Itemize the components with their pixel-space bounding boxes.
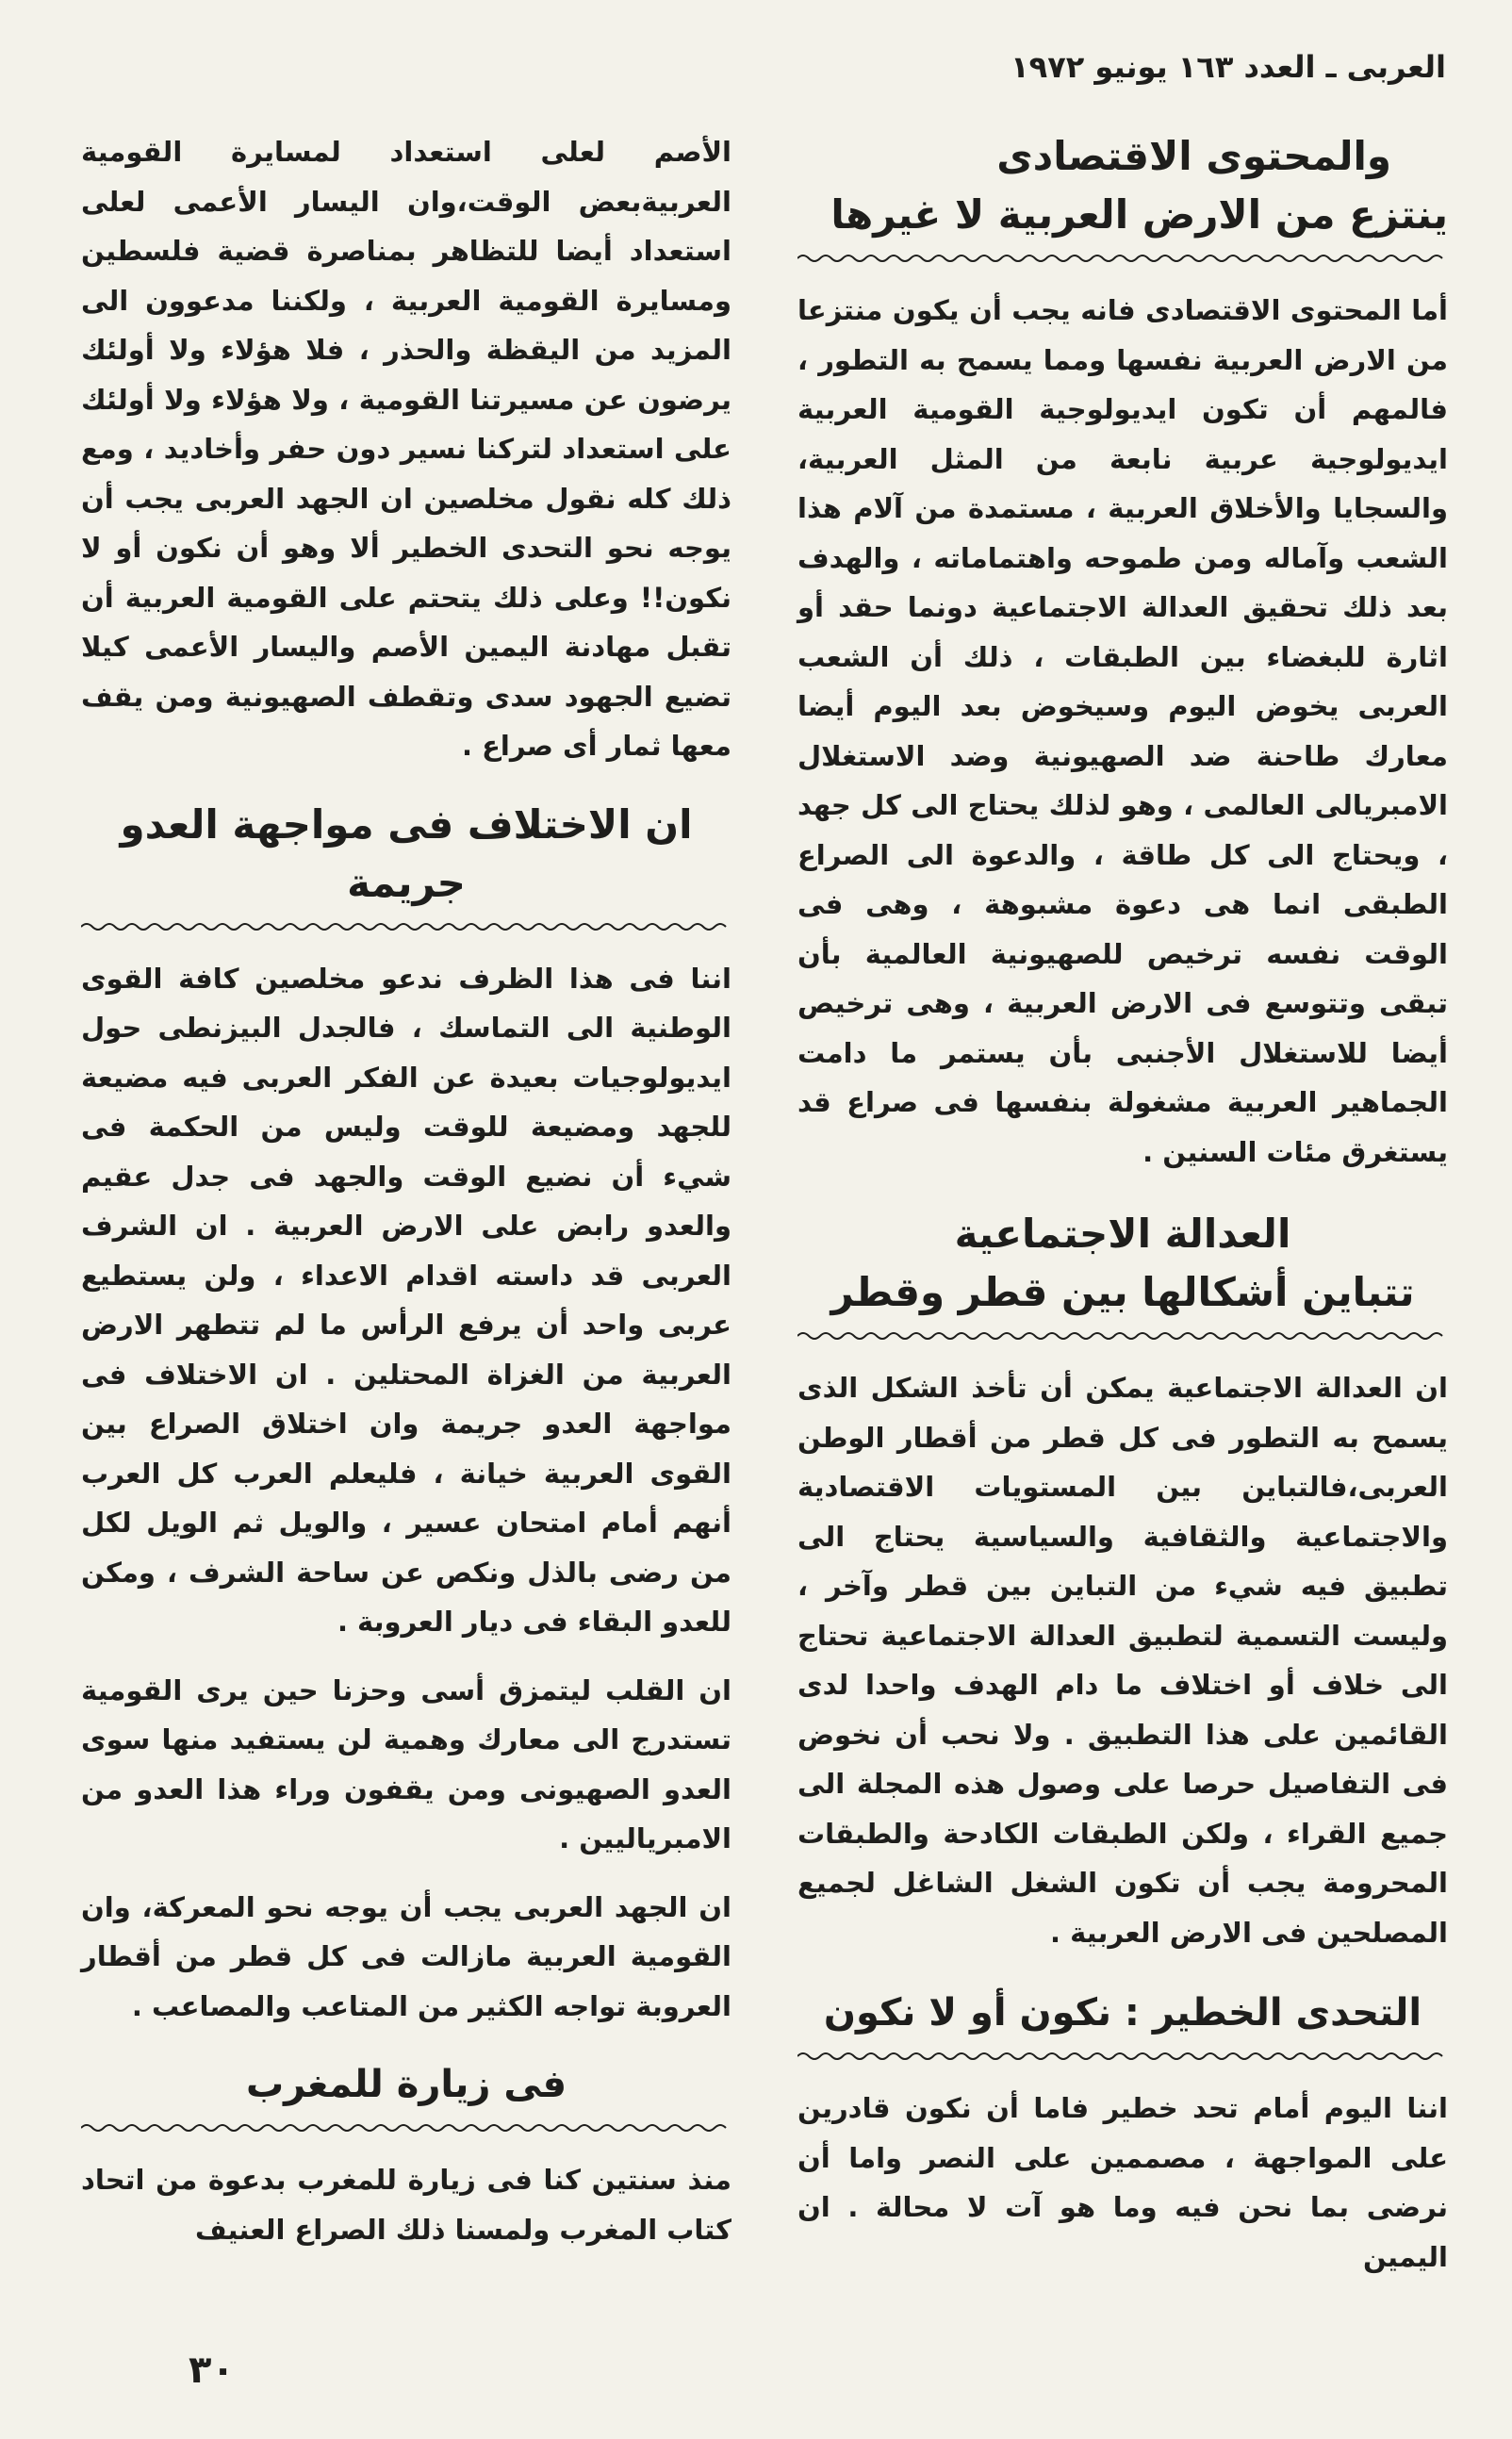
right-column [797,127,1448,2300]
paragraph-grave-challenge: اننا اليوم أمام تحد خطير فاما أن نكون قادرين على المواجهة ، مصممين على النصر واما أن نرضى بما نحن فيه وما هو آت لا محالة . ان اليمين [797,2092,1448,2273]
section-title-economic-content: والمحتوى الاقتصادى [996,133,1391,179]
section-title-social-justice: العدالة الاجتماعية [954,1211,1291,1257]
wavy-divider [797,1329,1448,1343]
left-column [81,127,731,2273]
wavy-divider [797,252,1448,265]
wavy-divider [797,2050,1448,2063]
section-subtitle-economic-content: ينتزع من الارض العربية لا غيرها [830,191,1448,238]
paragraph-economic-content: أما المحتوى الاقتصادى فانه يجب أن يكون منتزعا من الارض العربية نفسها ومما يسمح به التطور ، فالمهم أن تكون ايديولوجية القومية العربية ايديولوجية عربية نابعة من المثل العربية، والسجايا والأخلاق العربية ، مستمدة من آلام هذا الشعب وآماله ومن طموحه واهتماماته ، والهدف بعد ذلك تحقيق العدالة الاجتماعية دونما حقد أو اثارة للبغضاء بين الطبقات ، ذلك أن الشعب العربى يخوض اليوم وسيخوض بعد اليوم أيضا معارك طاحنة ضد الصهيونية وضد الاستغلال الامبريالى العالمى ، وهو لذلك يحتاج الى كل جهد ، ويحتاج الى كل طاقة ، والدعوة الى الصراع الطبقى انما هى دعوة مشبوهة ، وهى فى الوقت نفسه ترخيص للصهيونية العالمية بأن تبقى وتتوسع فى الارض العربية ، وهى ترخيص أيضا للاستغلال الأجنبى بأن يستمر ما دامت الجماهير العربية مشغولة بنفسها فى صراع قد يستغرق مئات السنين . [797,294,1448,1168]
section-title-grave-challenge: التحدى الخطير : نكون أو لا نكون [823,1991,1422,2035]
paragraph-disagreement-3: ان الجهد العربى يجب أن يوجه نحو المعركة، وان القومية العربية مازالت فى كل قطر من أقطار العروبة تواجه الكثير من المتاعب والمصاعب . [81,1890,731,2022]
running-header: العربى ـ العدد ١٦٣ يونيو ١٩٧٢ [1011,49,1446,85]
paragraph-disagreement-1: اننا فى هذا الظرف ندعو مخلصين كافة القوى الوطنية الى التماسك ، فالجدل البيزنطى حول ايديولوجيات بعيدة عن الفكر العربى فيه مضيعة للجهد ومضيعة للوقت وليس من الحكمة فى شيء أن نضيع الوقت والجهد فى جدل عقيم والعدو رابض على الارض العربية . ان الشرف العربى قد داسته اقدام الاعداء ، ولن يستطيع عربى واحد أن يرفع الرأس ما لم تتطهر الارض العربية من الغزاة المحتلين . ان الاختلاف فى مواجهة العدو جريمة وان اختلاق الصراع بين القوى العربية خيانة ، فليعلم العرب كل العرب أنهم أمام امتحان عسير ، والويل ثم الويل لكل من رضى بالذل ونكص عن ساحة الشرف ، ومكن للعدو البقاء فى ديار العروبة . [81,962,731,1638]
wavy-divider [81,2121,731,2134]
section-subtitle-social-justice: تتباين أشكالها بين قطر وقطر [830,1269,1415,1315]
paragraph-social-justice: ان العدالة الاجتماعية يمكن أن تأخذ الشكل الذى يسمح به التطور فى كل قطر من أقطار الوطن العربى،فالتباين بين المستويات الاقتصادية والاجتماعية والثقافية والسياسية يحتاج الى تطبيق فيه شيء من التباين بين قطر وآخر ، وليست التسمية لتطبيق العدالة الاجتماعية تحتاج الى خلاف أو اختلاف ما دام الهدف واحدا لدى القائمين على هذا التطبيق . ولا نحب أن نخوض فى التفاصيل حرصا على وصول هذه المجلة الى جميع القراء ، ولكن الطبقات الكادحة والطبقات المحرومة يجب أن تكون الشغل الشاغل لجميع المصلحين فى الارض العربية . [797,1372,1448,1949]
section-title-morocco-visit: فى زيارة للمغرب [245,2063,567,2106]
section-title-disagreement-crime: ان الاختلاف فى مواجهة العدو جريمة [120,800,693,906]
paragraph-continuation: الأصم لعلى استعداد لمسايرة القومية العربيةبعض الوقت،وان اليسار الأعمى لعلى استعداد أيضا للتظاهر بمناصرة قضية فلسطين ومسايرة القومية العربية ، ولكننا مدعوون الى المزيد من اليقظة والحذر ، فلا هؤلاء ولا أولئك يرضون عن مسيرتنا القومية ، ولا هؤلاء ولا أولئك على استعداد لتركنا نسير دون حفر وأخاديد ، ومع ذلك كله نقول مخلصين ان الجهد العربى يجب أن يوجه نحو التحدى الخطير ألا وهو أن نكون أو لا نكون!! وعلى ذلك يتحتم على القومية العربية أن تقبل مهادنة اليمين الأصم واليسار الأعمى كيلا تضيع الجهود سدى وتقطف الصهيونية ومن يقف معها ثمار أى صراع . [81,136,731,762]
wavy-divider [81,920,731,933]
paragraph-morocco-visit: منذ سنتين كنا فى زيارة للمغرب بدعوة من اتحاد كتاب المغرب ولمسنا ذلك الصراع العنيف [81,2164,731,2246]
page-number: ٣٠ [189,2348,235,2392]
paragraph-disagreement-2: ان القلب ليتمزق أسى وحزنا حين يرى القومية تستدرج الى معارك وهمية لن يستفيد منها سوى العدو الصهيونى ومن يقفون وراء هذا العدو من الامبرياليين . [81,1673,731,1854]
